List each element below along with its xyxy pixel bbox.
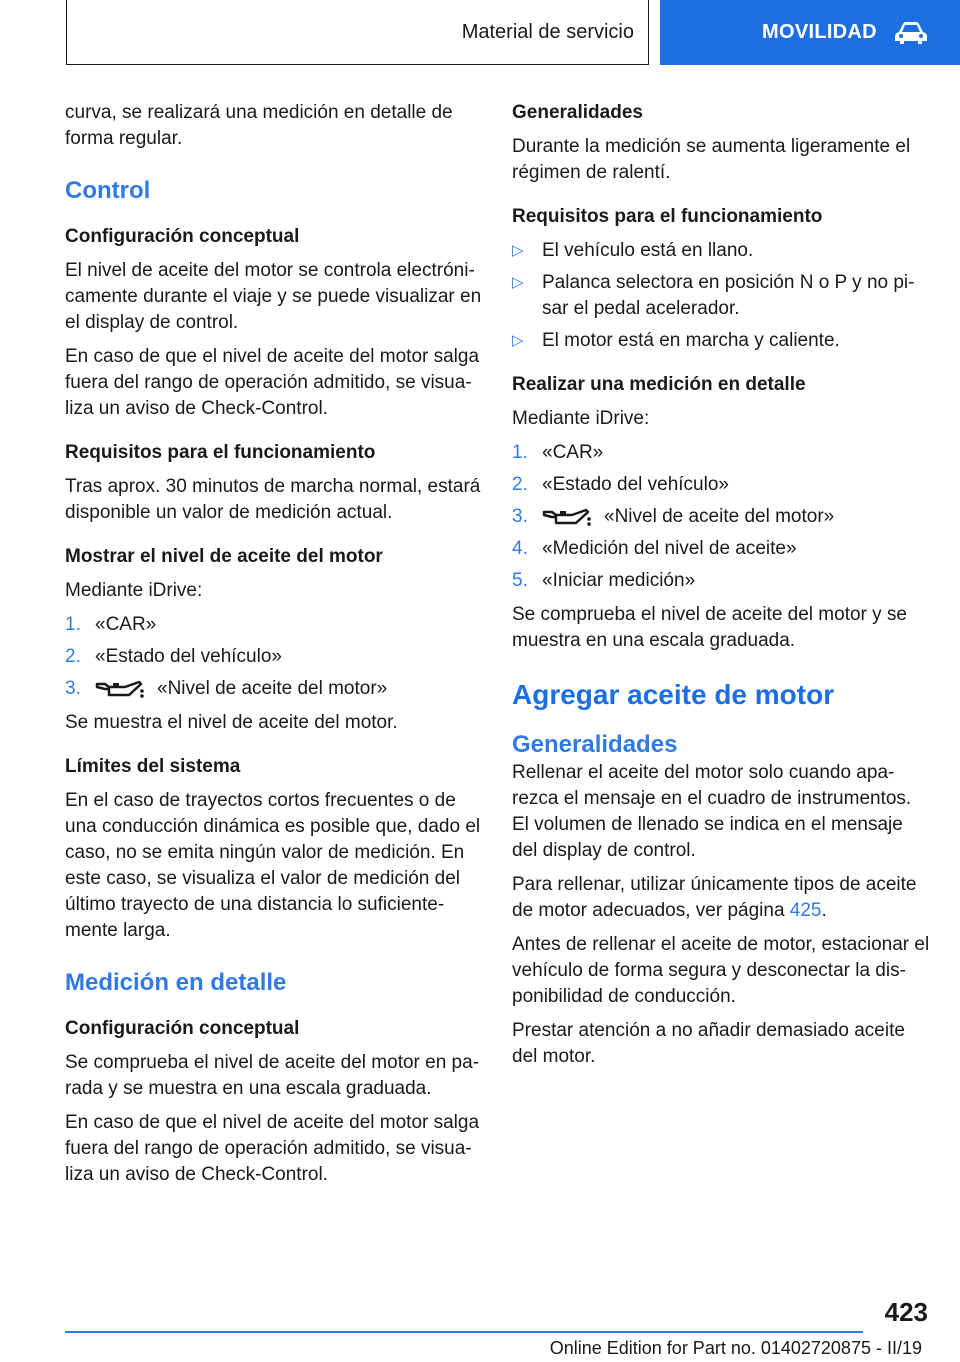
- step-number: 3.: [512, 506, 528, 527]
- page-number: 423: [884, 1297, 928, 1327]
- general-text: Durante la medición se aumenta ligeramente el régimen de ralentí.: [512, 136, 911, 183]
- requirements-list: [512, 238, 930, 354]
- concept-paragraph-2: En caso de que el nivel de aceite del motor salga fuera del rango de operación admitido, se visualiza un aviso de Check-Control.: [65, 346, 480, 419]
- list-item: [512, 270, 930, 322]
- triangle-bullet-icon: ▷: [512, 332, 524, 349]
- detail-paragraph-1: Se comprueba el nivel de aceite del motor en parada y se muestra en una escala graduada.: [65, 1052, 480, 1099]
- section-title: Material de servicio: [461, 20, 634, 43]
- add-oil-heading: Agregar aceite de motor: [512, 679, 835, 710]
- list-item: [512, 504, 930, 530]
- requirements-text: Tras aprox. 30 minutos de marcha normal, estará disponible un valor de medición actual.: [65, 476, 481, 523]
- list-item: [512, 568, 930, 594]
- header-section-title: [66, 0, 649, 65]
- step-text: «Estado del vehículo»: [95, 646, 282, 667]
- perform-steps-list: [512, 440, 930, 594]
- add-paragraph-2-end: .: [821, 900, 827, 921]
- add-general-heading: Generalidades: [512, 731, 678, 758]
- oil-can-icon: [95, 679, 145, 699]
- right-column: [512, 100, 930, 1070]
- show-intro: Mediante iDrive:: [65, 580, 203, 601]
- chapter-title: MOVILIDAD: [762, 21, 877, 43]
- limits-heading: Límites del sistema: [65, 756, 241, 777]
- list-item: [512, 472, 930, 498]
- footer-divider: [65, 1331, 863, 1333]
- step-text: «Iniciar medición»: [542, 570, 696, 591]
- step-number: 3.: [65, 678, 81, 699]
- step-text: «Medición del nivel de aceite»: [542, 538, 797, 559]
- requirements-heading: Requisitos para el funcionamiento: [512, 206, 823, 227]
- page-reference-link[interactable]: 425: [789, 900, 822, 921]
- edition-text: Online Edition for Part no. 01402720875 - II/19: [549, 1338, 922, 1358]
- show-steps-list: [65, 612, 485, 702]
- step-number: 2.: [65, 646, 81, 667]
- list-item: [512, 238, 930, 264]
- concept-paragraph-1: El nivel de aceite del motor se controla electrónicamente durante el viaje y se puede visualizar en el display de control.: [65, 260, 482, 333]
- car-icon: [893, 20, 929, 46]
- step-number: 1.: [65, 614, 81, 635]
- show-result: Se muestra el nivel de aceite del motor.: [65, 712, 398, 733]
- step-number: 5.: [512, 570, 528, 591]
- detail-paragraph-2: En caso de que el nivel de aceite del motor salga fuera del rango de operación admitido, se visualiza un aviso de Check-Control.: [65, 1112, 480, 1185]
- list-item-text: El motor está en marcha y caliente.: [542, 330, 840, 351]
- general-heading: Generalidades: [512, 102, 643, 123]
- step-text: «Nivel de aceite del motor»: [604, 506, 835, 527]
- list-item: [65, 612, 485, 638]
- step-text: «Nivel de aceite del motor»: [157, 678, 388, 699]
- list-item: [512, 536, 930, 562]
- step-number: 1.: [512, 442, 528, 463]
- perform-intro: Mediante iDrive:: [512, 408, 650, 429]
- step-number: 4.: [512, 538, 528, 559]
- detail-concept-heading: Configuración conceptual: [65, 1018, 300, 1039]
- step-number: 2.: [512, 474, 528, 495]
- oil-can-icon: [542, 507, 592, 527]
- limits-text: En el caso de trayectos cortos frecuentes o de una conducción dinámica es posible que, dado el caso, no se emita ningún valor de medición. En este caso, se visualiza el valor de medición del último trayecto de una distancia lo suficientemente larga.: [65, 790, 481, 941]
- add-paragraph-3: Antes de rellenar el aceite de motor, estacionar el vehículo de forma segura y desconectar la disponibilidad de conducción.: [512, 934, 930, 1007]
- list-item-text: Palanca selectora en posición N o P y no pisar el pedal acelerador.: [542, 272, 915, 319]
- header-chapter-tab[interactable]: [660, 0, 960, 65]
- intro-text: curva, se realizará una medición en detalle de forma regular.: [65, 102, 453, 149]
- list-item: [65, 644, 485, 670]
- triangle-bullet-icon: ▷: [512, 274, 524, 291]
- list-item: [512, 440, 930, 466]
- list-item-text: El vehículo está en llano.: [542, 240, 754, 261]
- step-text: «CAR»: [95, 614, 157, 635]
- detail-heading: Medición en detalle: [65, 969, 287, 996]
- concept-heading: Configuración conceptual: [65, 226, 300, 247]
- triangle-bullet-icon: ▷: [512, 242, 524, 259]
- list-item: [65, 676, 485, 702]
- perform-result: Se comprueba el nivel de aceite del motor y se muestra en una escala graduada.: [512, 604, 907, 651]
- show-oil-level-heading: Mostrar el nivel de aceite del motor: [65, 546, 383, 567]
- add-paragraph-2-text: Para rellenar, utilizar únicamente tipos de aceite de motor adecuados, ver página: [512, 874, 917, 921]
- step-text: «CAR»: [542, 442, 604, 463]
- perform-measurement-heading: Realizar una medición en detalle: [512, 374, 806, 395]
- add-paragraph-1: Rellenar el aceite del motor solo cuando aparezca el mensaje en el cuadro de instrumentos. El volumen de llenado se indica en el mensaje del display de control.: [512, 762, 912, 861]
- left-column: [65, 100, 485, 1188]
- step-text: «Estado del vehículo»: [542, 474, 729, 495]
- control-heading: Control: [65, 177, 151, 204]
- add-paragraph-2: [512, 872, 930, 924]
- requirements-heading: Requisitos para el funcionamiento: [65, 442, 376, 463]
- list-item: [512, 328, 930, 354]
- add-paragraph-4: Prestar atención a no añadir demasiado aceite del motor.: [512, 1020, 905, 1067]
